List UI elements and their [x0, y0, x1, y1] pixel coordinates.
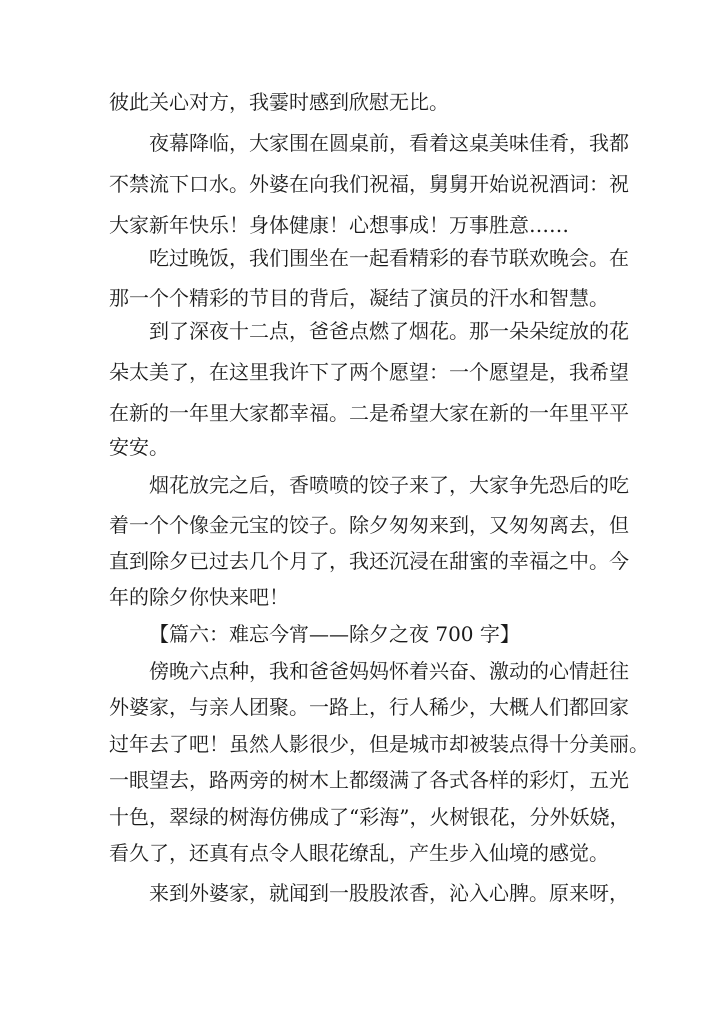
text-line: 一眼望去，路两旁的树木上都缀满了各式各样的彩灯，五光 [109, 768, 629, 792]
text-line: 着一个个像金元宝的饺子。除夕匆匆来到，又匆匆离去，但 [109, 513, 629, 537]
text-line: 到了深夜十二点，爸爸点燃了烟花。那一朵朵绽放的花 [149, 319, 629, 343]
text-line: 十色，翠绿的树海仿佛成了“彩海”，火树银花，分外妖娆， [109, 805, 630, 829]
text-line: 彼此关心对方，我霎时感到欣慰无比。 [109, 90, 449, 114]
text-line: 烟花放完之后，香喷喷的饺子来了，大家争先恐后的吃 [149, 473, 629, 497]
section-heading: 【篇六：难忘今宵——除夕之夜 700 字】 [149, 622, 520, 646]
text-line: 来到外婆家，就闻到一股股浓香，沁入心脾。原来呀， [149, 881, 629, 905]
text-line: 在新的一年里大家都幸福。二是希望大家在新的一年里平平 [109, 401, 629, 425]
text-line: 大家新年快乐！身体健康！心想事成！万事胜意…… [109, 213, 569, 237]
text-line: 安安。 [109, 435, 169, 459]
text-line: 那一个个精彩的节目的背后，凝结了演员的汗水和智慧。 [109, 286, 609, 310]
text-line: 夜幕降临，大家围在圆桌前，看着这桌美味佳肴，我都 [149, 131, 629, 155]
text-line: 外婆家，与亲人团聚。一路上，行人稀少，大概人们都回家 [109, 695, 629, 719]
text-line: 年的除夕你快来吧！ [109, 585, 289, 609]
text-line: 直到除夕已过去几个月了，我还沉浸在甜蜜的幸福之中。今 [109, 549, 629, 573]
text-line: 朵太美了，在这里我许下了两个愿望：一个愿望是，我希望 [109, 360, 629, 384]
text-line: 看久了，还真有点令人眼花缭乱，产生步入仙境的感觉。 [109, 841, 609, 865]
text-line: 过年去了吧！虽然人影很少，但是城市却被装点得十分美丽。 [109, 732, 649, 756]
text-line: 傍晚六点种，我和爸爸妈妈怀着兴奋、激动的心情赶往 [149, 659, 629, 683]
text-line: 吃过晚饭，我们围坐在一起看精彩的春节联欢晚会。在 [149, 246, 629, 270]
text-line: 不禁流下口水。外婆在向我们祝福，舅舅开始说祝酒词：祝 [109, 172, 629, 196]
